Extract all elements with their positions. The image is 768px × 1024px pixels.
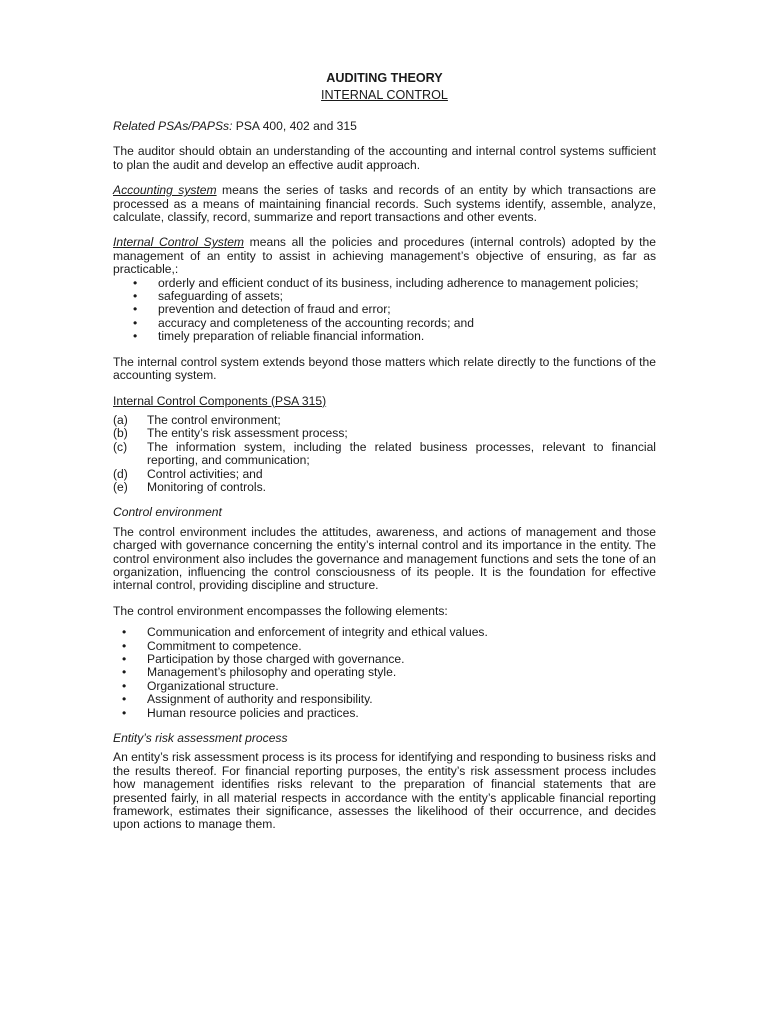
related-standards: [113, 120, 656, 133]
list-item: [113, 441, 656, 468]
ics-text: means all the policies and procedures (internal controls) adopted by the management of an entity to assist in achieving management’s objective of ensuring, as far as practicable,:: [113, 235, 656, 277]
item-marker: (c): [113, 439, 128, 454]
item-text: Monitoring of controls.: [147, 479, 266, 494]
item-text: The entity’s risk assessment process;: [147, 426, 348, 441]
list-item: • Management’s philosophy and operating style.: [113, 666, 656, 679]
list-item: • accuracy and completeness of the accounting records; and: [113, 317, 656, 330]
control-environment-elements-intro: The control environment encompasses the following elements:: [113, 603, 448, 618]
components-heading: Internal Control Components (PSA 315): [113, 393, 327, 408]
list-item: • timely preparation of reliable financial information.: [113, 330, 656, 343]
extends-paragraph: The internal control system extends beyond those matters which relate directly to the functions of the accounting system.: [113, 354, 656, 383]
list-item: [113, 481, 656, 494]
list-item: • Human resource policies and practices.: [113, 707, 656, 720]
related-standards-label: Related PSAs/PAPSs:: [113, 119, 233, 133]
accounting-system-paragraph: [113, 184, 656, 224]
risk-assessment-paragraph: An entity’s risk assessment process is its process for identifying and responding to business risks and the results thereof. For financial reporting purposes, the entity’s risk assessment process includes how management identifies risks relevant to the preparation of financial statements that are presented fairly, in all material respects in accordance with the entity’s applicable financial reporting framework, estimates their significance, assesses the likelihood of their occurrence, and decides upon actions to manage them.: [113, 750, 656, 832]
control-environment-paragraph: The control environment includes the attitudes, awareness, and actions of management and those charged with governance concerning the entity’s internal control and its importance in the entity. The control environment also includes the governance and management functions and sets the tone of an organization, influencing the control consciousness of its people. It is the foundation for effective internal control, providing discipline and structure.: [113, 524, 656, 593]
ics-paragraph: [113, 236, 656, 276]
item-marker: (a): [113, 412, 128, 427]
document-page: [113, 70, 656, 844]
list-item: • prevention and detection of fraud and error;: [113, 303, 656, 316]
control-environment-heading: Control environment: [113, 505, 222, 520]
item-text: The control environment;: [147, 412, 281, 427]
ics-term: Internal Control System: [113, 235, 244, 250]
list-item: [113, 414, 656, 427]
intro-paragraph: The auditor should obtain an understanding of the accounting and internal control systems sufficient to plan the audit and develop an effective audit approach.: [113, 144, 656, 172]
list-item: • orderly and efficient conduct of its business, including adherence to management policies;: [113, 277, 656, 290]
control-environment-elements-list: [113, 626, 656, 720]
list-item: • Organizational structure.: [113, 680, 656, 693]
list-item: • Participation by those charged with governance.: [113, 653, 656, 666]
list-item: • Communication and enforcement of integrity and ethical values.: [113, 626, 656, 639]
document-subtitle: INTERNAL CONTROL: [321, 88, 448, 102]
ics-objectives-list: [113, 277, 656, 344]
list-item: • Commitment to competence.: [113, 640, 656, 653]
item-marker: (b): [113, 426, 128, 441]
risk-assessment-heading: Entity’s risk assessment process: [113, 731, 288, 746]
item-text: Control activities; and: [147, 466, 263, 481]
item-marker: (e): [113, 479, 128, 494]
list-item: • Assignment of authority and responsibility.: [113, 693, 656, 706]
accounting-system-text: means the series of tasks and records of an entity by which transactions are processed as a means of maintaining financial records. Such systems identify, assemble, analyze, calculate, classify, record, summarize and report transactions and other events.: [113, 183, 656, 225]
components-list: [113, 414, 656, 494]
item-text: The information system, including the related business processes, relevant to financial reporting, and communication;: [147, 439, 656, 468]
item-marker: (d): [113, 466, 128, 481]
document-title: AUDITING THEORY: [326, 71, 443, 85]
list-item: • safeguarding of assets;: [113, 290, 656, 303]
accounting-system-term: Accounting system: [113, 183, 217, 198]
list-item: [113, 468, 656, 481]
related-standards-value: PSA 400, 402 and 315: [232, 119, 357, 133]
list-item: [113, 427, 656, 440]
